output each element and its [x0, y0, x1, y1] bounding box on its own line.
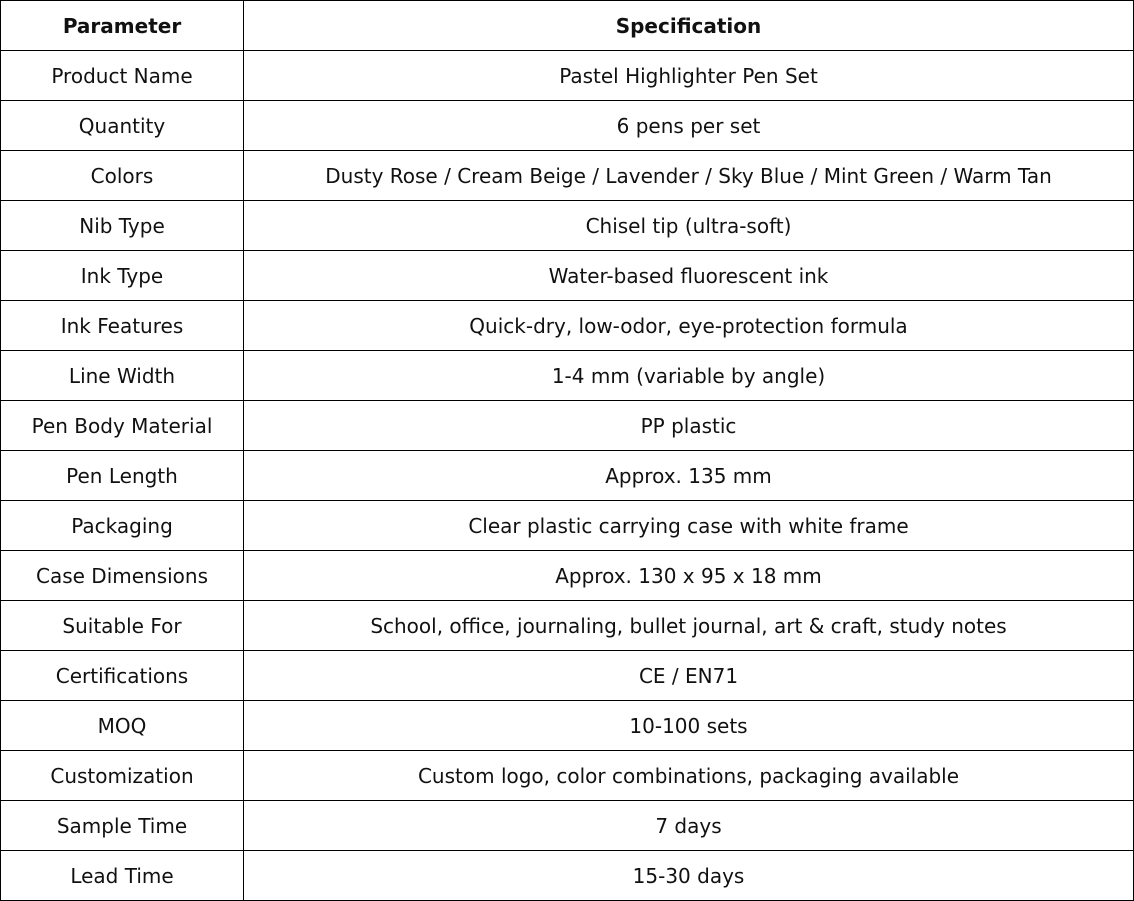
table-row: [1, 551, 1134, 601]
parameter-cell: Pen Body Material: [1, 401, 244, 451]
specification-cell: Pastel Highlighter Pen Set: [244, 51, 1134, 101]
specification-cell: School, office, journaling, bullet journal, art & craft, study notes: [244, 601, 1134, 651]
parameter-cell: Suitable For: [1, 601, 244, 651]
parameter-cell: Product Name: [1, 51, 244, 101]
table-body: [1, 51, 1134, 901]
parameter-cell: MOQ: [1, 701, 244, 751]
parameter-cell: Nib Type: [1, 201, 244, 251]
table-row: [1, 201, 1134, 251]
table-row: [1, 501, 1134, 551]
parameter-cell: Case Dimensions: [1, 551, 244, 601]
parameter-cell: Lead Time: [1, 851, 244, 901]
specification-cell: 10-100 sets: [244, 701, 1134, 751]
table-row: [1, 851, 1134, 901]
parameter-cell: Colors: [1, 151, 244, 201]
parameter-cell: Ink Type: [1, 251, 244, 301]
parameter-cell: Sample Time: [1, 801, 244, 851]
table-row: [1, 301, 1134, 351]
table-row: [1, 351, 1134, 401]
specification-cell: PP plastic: [244, 401, 1134, 451]
specification-column-header: Specification: [244, 1, 1134, 51]
table-row: [1, 151, 1134, 201]
specification-cell: Dusty Rose / Cream Beige / Lavender / Sky Blue / Mint Green / Warm Tan: [244, 151, 1134, 201]
specification-cell: Quick-dry, low-odor, eye-protection formula: [244, 301, 1134, 351]
parameter-cell: Line Width: [1, 351, 244, 401]
parameter-column-header: Parameter: [1, 1, 244, 51]
parameter-cell: Quantity: [1, 101, 244, 151]
specification-cell: 15-30 days: [244, 851, 1134, 901]
parameter-cell: Certifications: [1, 651, 244, 701]
specification-cell: CE / EN71: [244, 651, 1134, 701]
table-row: [1, 451, 1134, 501]
table-row: [1, 401, 1134, 451]
header-row: [1, 1, 1134, 51]
table-row: [1, 51, 1134, 101]
specification-cell: Approx. 130 x 95 x 18 mm: [244, 551, 1134, 601]
table-row: [1, 801, 1134, 851]
specification-cell: Custom logo, color combinations, packaging available: [244, 751, 1134, 801]
parameter-cell: Pen Length: [1, 451, 244, 501]
table-header: [1, 1, 1134, 51]
specification-cell: 7 days: [244, 801, 1134, 851]
specification-cell: Chisel tip (ultra-soft): [244, 201, 1134, 251]
table-row: [1, 701, 1134, 751]
table-row: [1, 601, 1134, 651]
specification-cell: 1-4 mm (variable by angle): [244, 351, 1134, 401]
parameter-cell: Packaging: [1, 501, 244, 551]
specification-cell: Clear plastic carrying case with white frame: [244, 501, 1134, 551]
parameter-cell: Ink Features: [1, 301, 244, 351]
parameter-cell: Customization: [1, 751, 244, 801]
table-row: [1, 101, 1134, 151]
specification-cell: Water-based fluorescent ink: [244, 251, 1134, 301]
specification-cell: 6 pens per set: [244, 101, 1134, 151]
specification-cell: Approx. 135 mm: [244, 451, 1134, 501]
table-row: [1, 651, 1134, 701]
table-row: [1, 251, 1134, 301]
table-row: [1, 751, 1134, 801]
